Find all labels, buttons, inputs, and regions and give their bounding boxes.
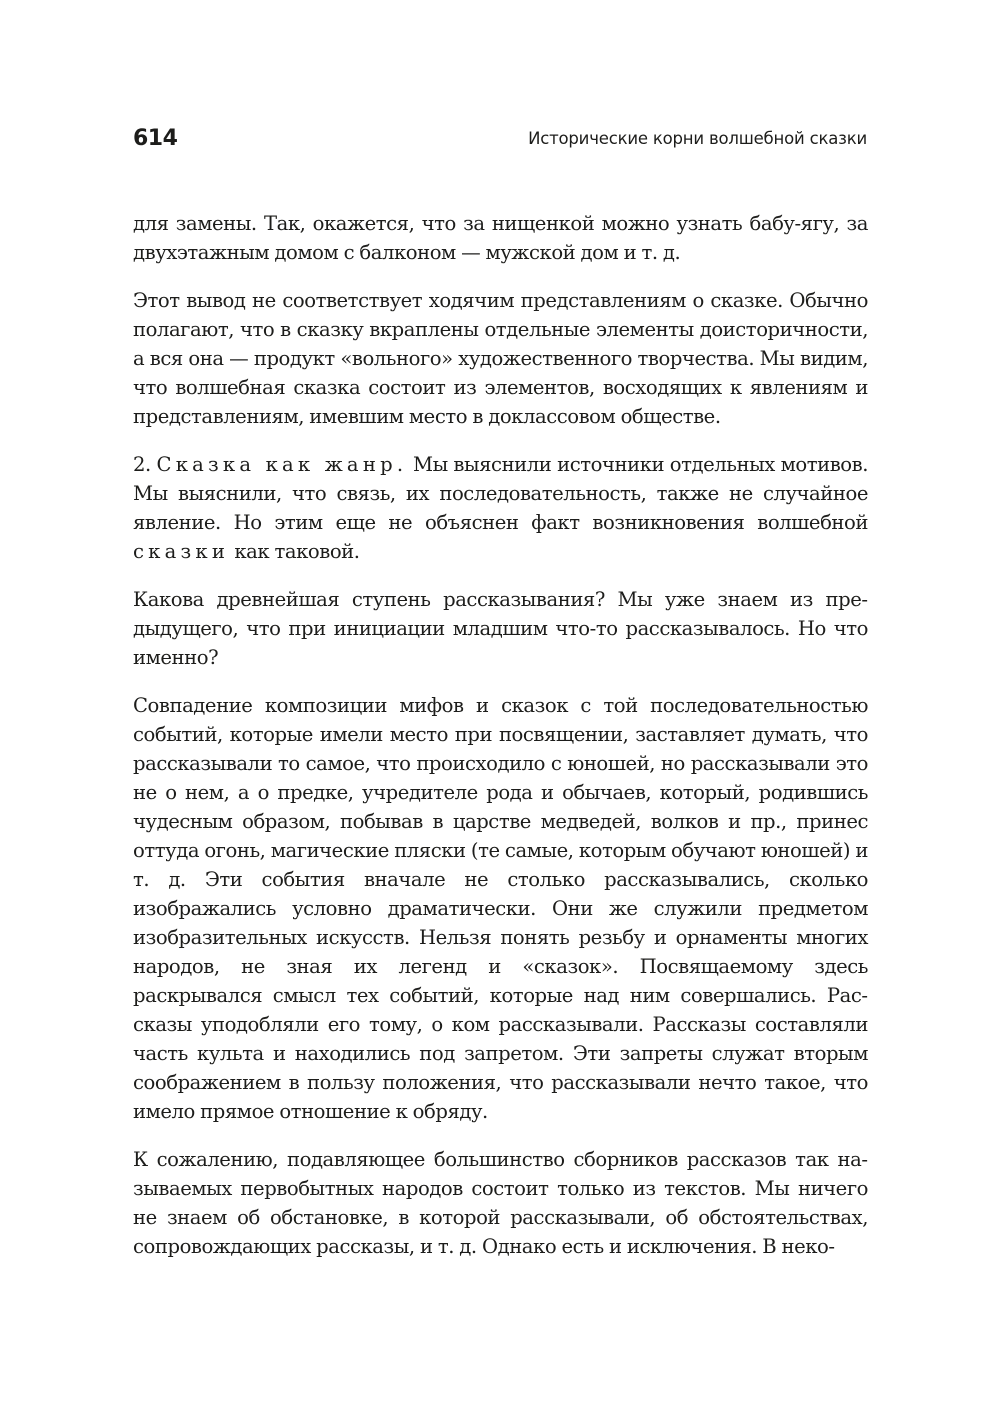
emphasized-word: сказки bbox=[133, 540, 230, 563]
section-number: 2. bbox=[133, 453, 151, 476]
paragraph-6: К сожалению, подавляющее большинство сборников рассказов так называемых первобытных народов состоит только из текстов. Мы ничего не знаем об обстановке, в которой рассказывали, об обстоятельствах, сопровождающих рассказы, и т. д. Однако есть и исключения. В неко- bbox=[133, 1148, 868, 1258]
paragraph-3-text-b: как таковой. bbox=[229, 540, 360, 563]
paragraph-3-text-a: Мы выяснили источники отдельных мотивов. Мы выяснили, что связь, их последовательность, также не случайное явление. Но этим еще не объяснен факт возникновения волшебной bbox=[133, 453, 868, 534]
paragraph-5: Совпадение композиции мифов и сказок с той последовательностью событий, которые имели место при посвящении, заставляет думать, что рассказывали то самое, что происходило с юношей, но рассказывали это не о нем, а о предке, учредителе рода и обычаев, который, родившись чудесным образом, побывав в царстве медведей, волков и пр., принес оттуда огонь, магические пляски (те самые, которым обучают юношей) и т. д. Эти события вначале не столько рассказывались, сколько изображались условно драматически. Они же служили предметом изобразительных искусств. Нельзя понять резьбу и орнаменты многих народов, не зная их легенд и «сказок». Посвящаемому здесь раскрывался смысл тех событий, которые над ним совершались. Рассказы уподобляли его тому, о ком рассказывали. Рассказы составляли часть культа и находились под запретом. Эти запреты служат вторым соображением в пользу положения, что рассказывали нечто такое, что имело прямое отношение к обряду. bbox=[133, 694, 868, 1123]
paragraph-3 bbox=[133, 450, 868, 566]
paragraph-1: для замены. Так, окажется, что за нищенкой можно узнать бабу-ягу, за двухэтажным домом с балконом — мужской дом и т. д. bbox=[133, 212, 868, 264]
page-number: 614 bbox=[133, 126, 178, 151]
running-title: Исторические корни волшебной сказки bbox=[528, 129, 867, 148]
running-head bbox=[133, 124, 867, 158]
section-heading: Сказка как жанр. bbox=[156, 453, 408, 476]
paragraph-4: Какова древнейшая ступень рассказывания? Мы уже знаем из предыдущего, что при инициации младшим что-то рассказывалось. Но что именно? bbox=[133, 588, 868, 669]
text-body bbox=[133, 209, 868, 1261]
paragraph-2: Этот вывод не соответствует ходячим представлениям о сказке. Обычно полагают, что в сказку вкраплены отдельные элементы доисторичности, а вся она — продукт «вольного» художественного творчества. Мы видим, что волшебная сказка состоит из элементов, восходящих к явлениям и представлениям, имевшим место в доклассовом обществе. bbox=[133, 289, 868, 428]
